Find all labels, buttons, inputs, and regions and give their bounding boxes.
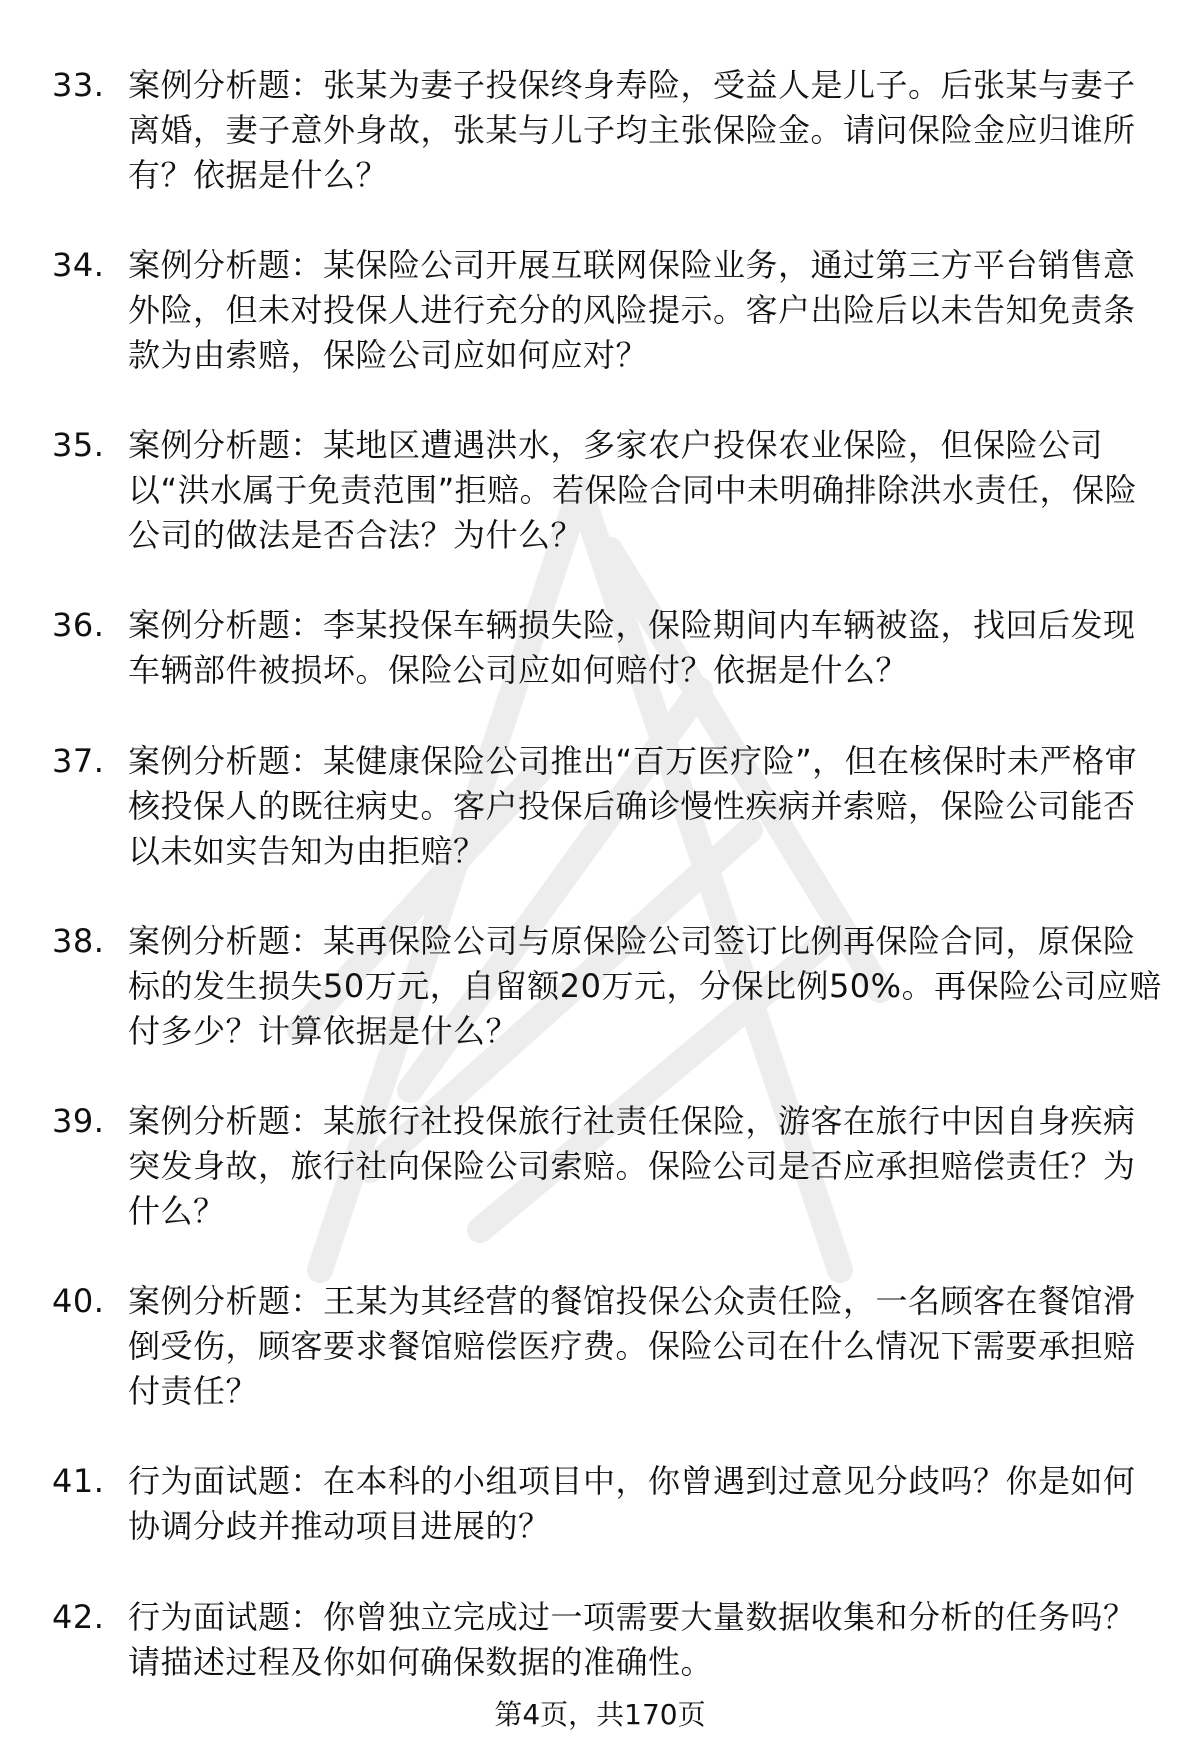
question-number: 35. <box>52 426 105 464</box>
question-number: 33. <box>52 66 105 104</box>
question-number: 40. <box>52 1282 105 1320</box>
question-number: 41. <box>52 1462 105 1500</box>
question-42 <box>52 1595 1162 1685</box>
question-34 <box>52 243 1162 378</box>
question-text: 行为面试题：在本科的小组项目中，你曾遇到过意见分歧吗？你是如何协调分歧并推动项目进展的？ <box>128 1462 1136 1545</box>
question-text: 案例分析题：张某为妻子投保终身寿险，受益人是儿子。后张某与妻子离婚，妻子意外身故，张某与儿子均主张保险金。请问保险金应归谁所有？依据是什么？ <box>128 66 1136 194</box>
question-36 <box>52 603 1162 693</box>
question-number: 36. <box>52 606 105 644</box>
question-35 <box>52 423 1162 558</box>
question-text: 案例分析题：李某投保车辆损失险，保险期间内车辆被盗，找回后发现车辆部件被损坏。保险公司应如何赔付？依据是什么？ <box>128 606 1136 689</box>
question-text: 案例分析题：王某为其经营的餐馆投保公众责任险，一名顾客在餐馆滑倒受伤，顾客要求餐馆赔偿医疗费。保险公司在什么情况下需要承担赔付责任？ <box>128 1282 1136 1410</box>
question-41 <box>52 1459 1162 1549</box>
question-number: 37. <box>52 742 105 780</box>
question-text: 行为面试题：你曾独立完成过一项需要大量数据收集和分析的任务吗？请描述过程及你如何确保数据的准确性。 <box>128 1598 1136 1681</box>
question-number: 34. <box>52 246 105 284</box>
question-text: 案例分析题：某保险公司开展互联网保险业务，通过第三方平台销售意外险，但未对投保人进行充分的风险提示。客户出险后以未告知免责条款为由索赔，保险公司应如何应对？ <box>128 246 1136 374</box>
question-39 <box>52 1099 1162 1234</box>
question-37 <box>52 739 1162 874</box>
question-text: 案例分析题：某旅行社投保旅行社责任保险，游客在旅行中因自身疾病突发身故，旅行社向保险公司索赔。保险公司是否应承担赔偿责任？为什么？ <box>128 1102 1136 1230</box>
question-38 <box>52 919 1162 1054</box>
page-indicator: 第4页，共170页 <box>494 1698 706 1731</box>
question-33 <box>52 63 1162 198</box>
question-number: 39. <box>52 1102 105 1140</box>
question-number: 38. <box>52 922 105 960</box>
question-text: 案例分析题：某健康保险公司推出“百万医疗险”，但在核保时未严格审核投保人的既往病史。客户投保后确诊慢性疾病并索赔，保险公司能否以未如实告知为由拒赔？ <box>128 742 1138 870</box>
question-number: 42. <box>52 1598 105 1636</box>
question-40 <box>52 1279 1162 1414</box>
question-text: 案例分析题：某地区遭遇洪水，多家农户投保农业保险，但保险公司以“洪水属于免责范围”拒赔。若保险合同中未明确排除洪水责任，保险公司的做法是否合法？为什么？ <box>128 426 1138 554</box>
question-text: 案例分析题：某再保险公司与原保险公司签订比例再保险合同，原保险标的发生损失50万元，自留额20万元，分保比例50%。再保险公司应赔付多少？计算依据是什么？ <box>128 922 1162 1050</box>
